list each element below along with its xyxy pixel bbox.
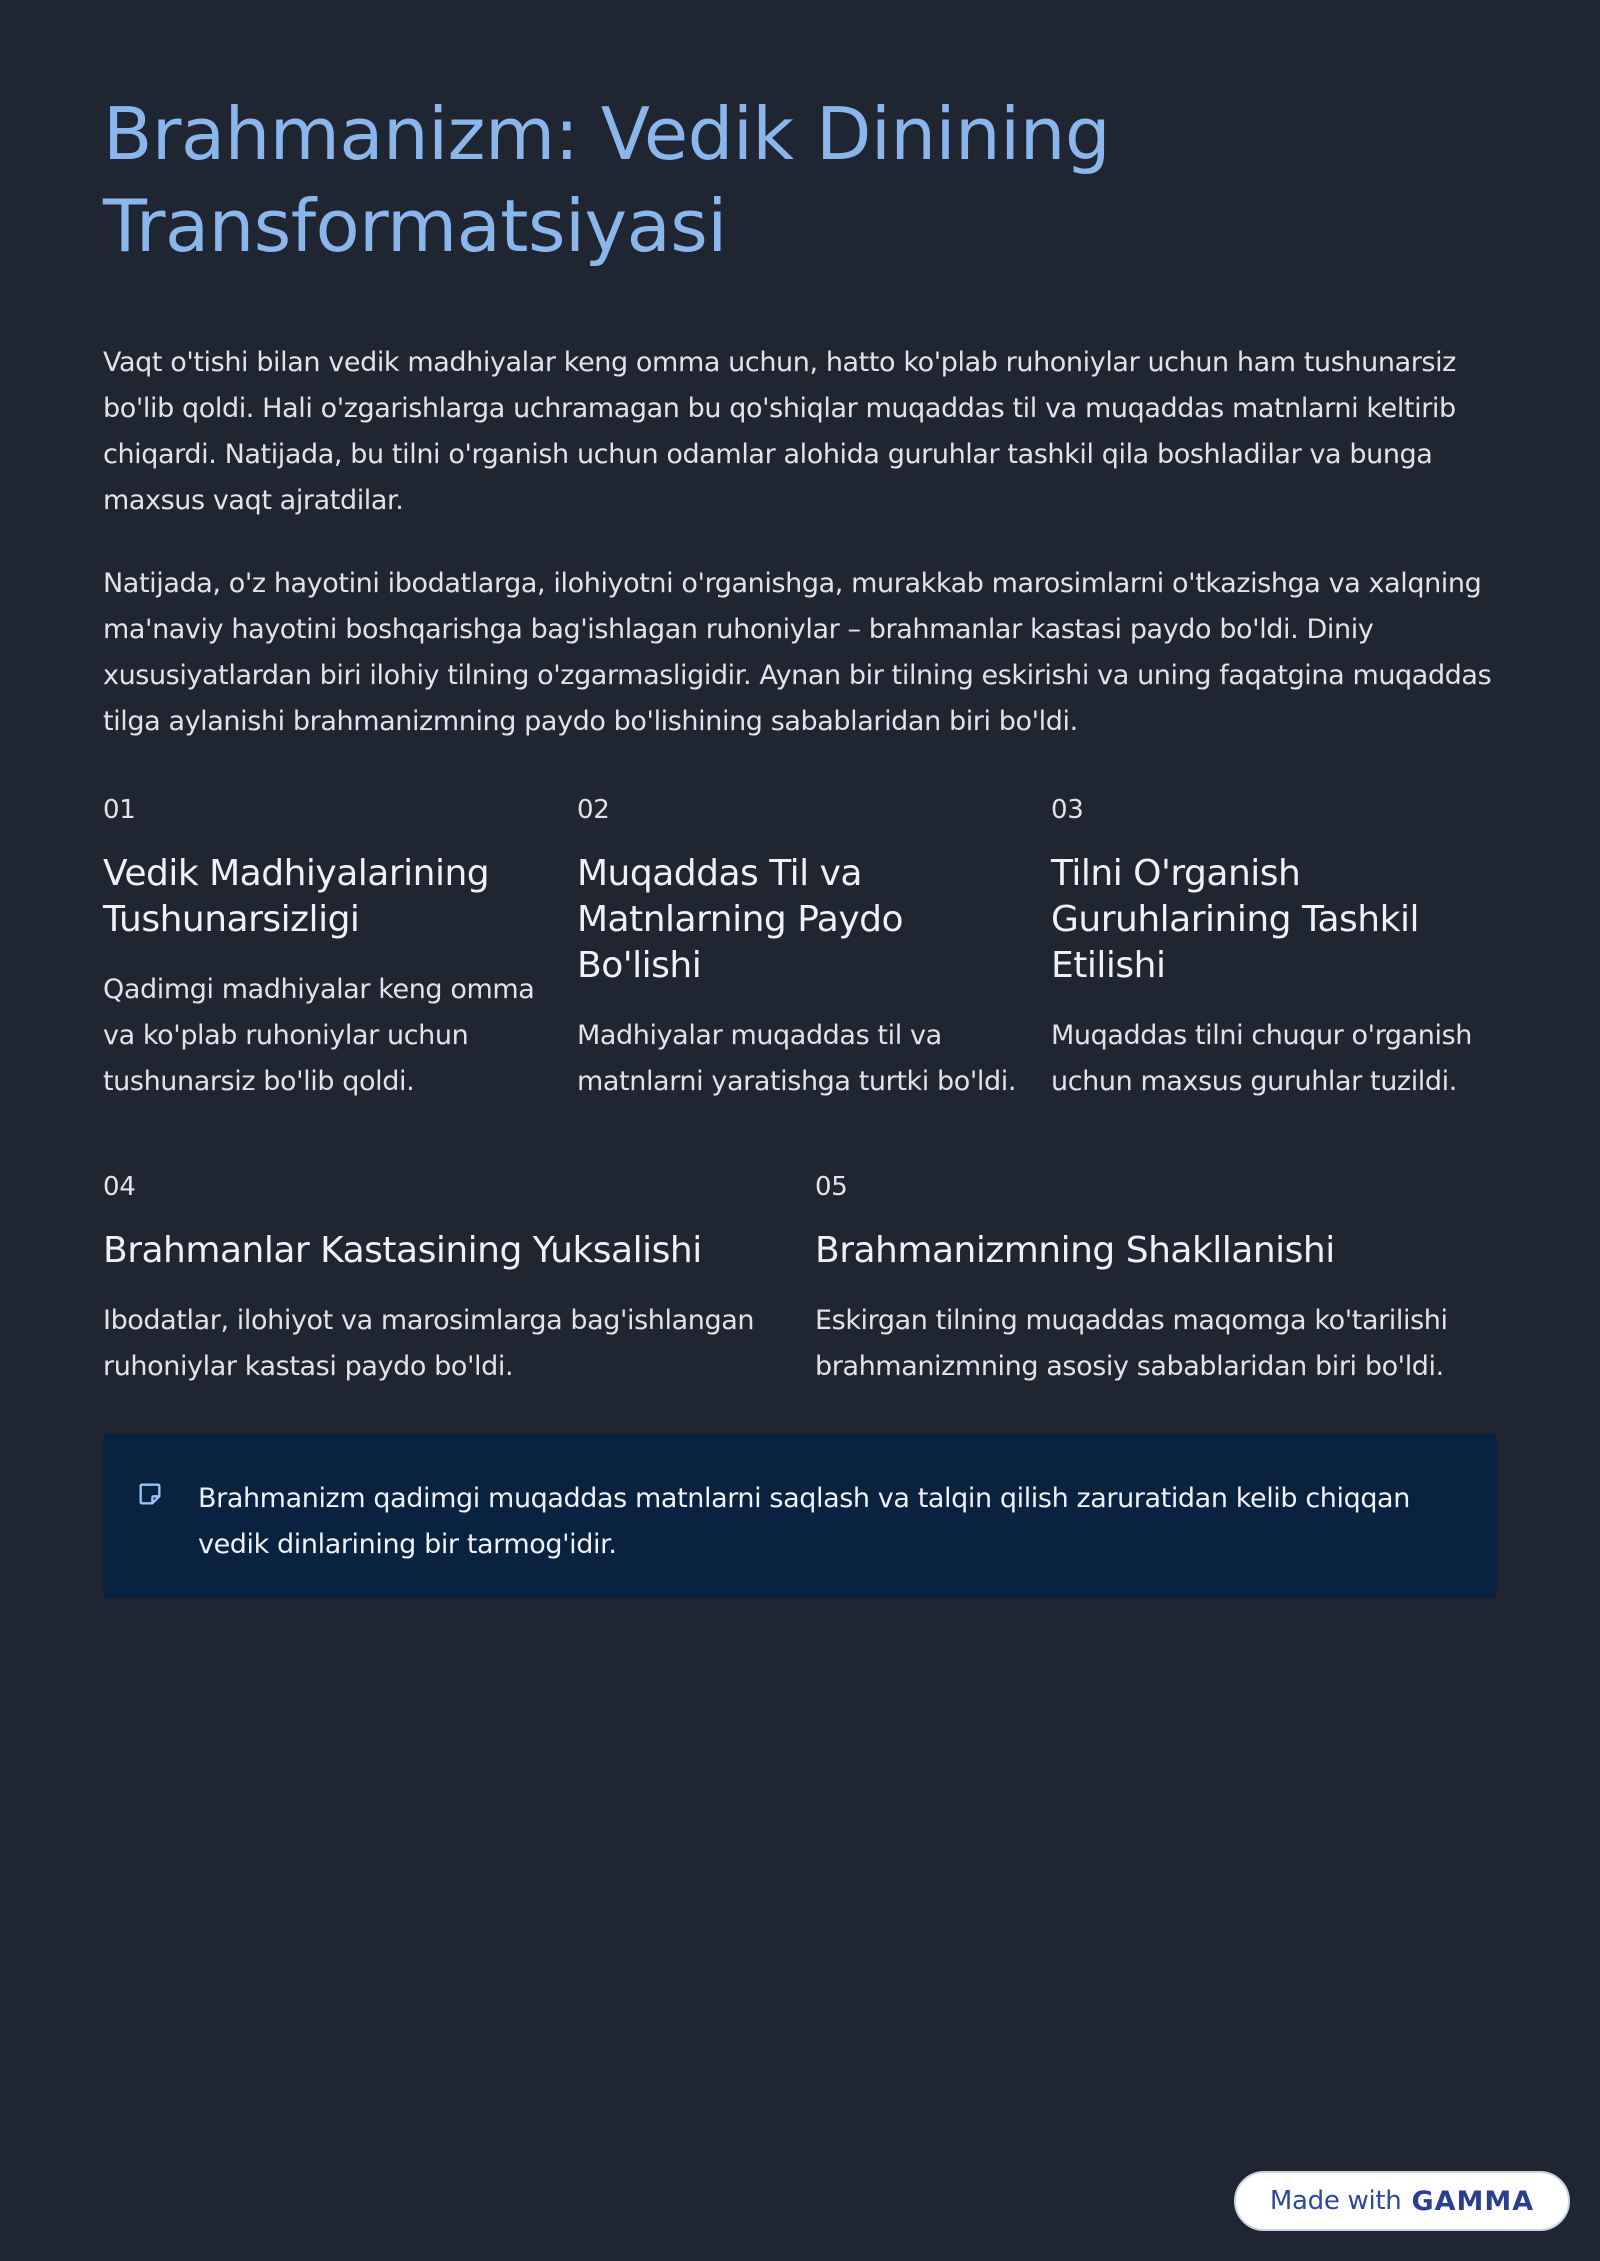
step-title: Brahmanizmning Shakllanishi (815, 1230, 1335, 1271)
step-item (577, 793, 1025, 1105)
step-description: Qadimgi madhiyalar keng omma va ko'plab ruhoniylar uchun tushunarsiz bo'lib qoldi. (103, 974, 535, 1097)
step-title: Brahmanlar Kastasining Yuksalishi (103, 1230, 702, 1271)
step-description: Eskirgan tilning muqaddas maqomga ko'tarilishi brahmanizmning asosiy sabablaridan biri bo'ldi. (815, 1305, 1448, 1382)
step-title: Tilni O'rganish Guruhlarining Tashkil Etilishi (1051, 853, 1419, 986)
step-number: 05 (815, 1172, 848, 1202)
step-description: Ibodatlar, ilohiyot va marosimlarga bag'ishlangan ruhoniylar kastasi paydo bo'ldi. (103, 1305, 755, 1382)
step-number: 04 (103, 1172, 136, 1202)
intro-paragraph-1: Vaqt o'tishi bilan vedik madhiyalar keng omma uchun, hatto ko'plab ruhoniylar uchun ham tushunarsiz bo'lib qoldi. Hali o'zgarishlarga uchramagan bu qo'shiqlar muqaddas til va muqaddas matnlarni keltirib chiqardi. Natijada, bu tilni o'rganish uchun odamlar alohida guruhlar tashkil qila boshladilar va bunga maxsus vaqt ajratdilar. (103, 347, 1456, 516)
steps-row-1 (103, 793, 1497, 1105)
made-with-gamma-badge[interactable] (1234, 2171, 1570, 2231)
intro-paragraph-2: Natijada, o'z hayotini ibodatlarga, ilohiyotni o'rganishga, murakkab marosimlarni o'tkazishga va xalqning ma'naviy hayotini boshqarishga bag'ishlagan ruhoniylar – brahmanlar kastasi paydo bo'ldi. Diniy xususiyatlardan biri ilohiy tilning o'zgarmasligidir. Aynan bir tilning eskirishi va uning faqatgina muqaddas tilga aylanishi brahmanizmning paydo bo'lishining sabablaridan biri bo'ldi. (103, 568, 1492, 737)
step-description: Madhiyalar muqaddas til va matnlarni yaratishga turtki bo'ldi. (577, 1020, 1017, 1097)
step-number: 02 (577, 795, 610, 825)
steps-row-2 (103, 1170, 1497, 1390)
step-item (815, 1170, 1501, 1390)
callout-text: Brahmanizm qadimgi muqaddas matnlarni saqlash va talqin qilish zaruratidan kelib chiqqan vedik dinlarining bir tarmog'idir. (198, 1483, 1410, 1560)
gamma-logo: GAMMA (1411, 2185, 1535, 2217)
step-title: Muqaddas Til va Matnlarning Paydo Bo'lishi (577, 853, 904, 986)
step-number: 01 (103, 795, 136, 825)
step-description: Muqaddas tilni chuqur o'rganish uchun maxsus guruhlar tuzildi. (1051, 1020, 1472, 1097)
callout-box (103, 1434, 1497, 1598)
step-number: 03 (1051, 795, 1084, 825)
note-icon (136, 1480, 164, 1508)
badge-prefix: Made with (1269, 2186, 1402, 2216)
page-content (103, 88, 1497, 1598)
step-item (103, 793, 551, 1105)
step-title: Vedik Madhiyalarining Tushunarsizligi (103, 853, 490, 940)
step-item (1051, 793, 1499, 1105)
step-item (103, 1170, 789, 1390)
page-title: Brahmanizm: Vedik Dinining Transformatsiyasi (103, 92, 1111, 268)
